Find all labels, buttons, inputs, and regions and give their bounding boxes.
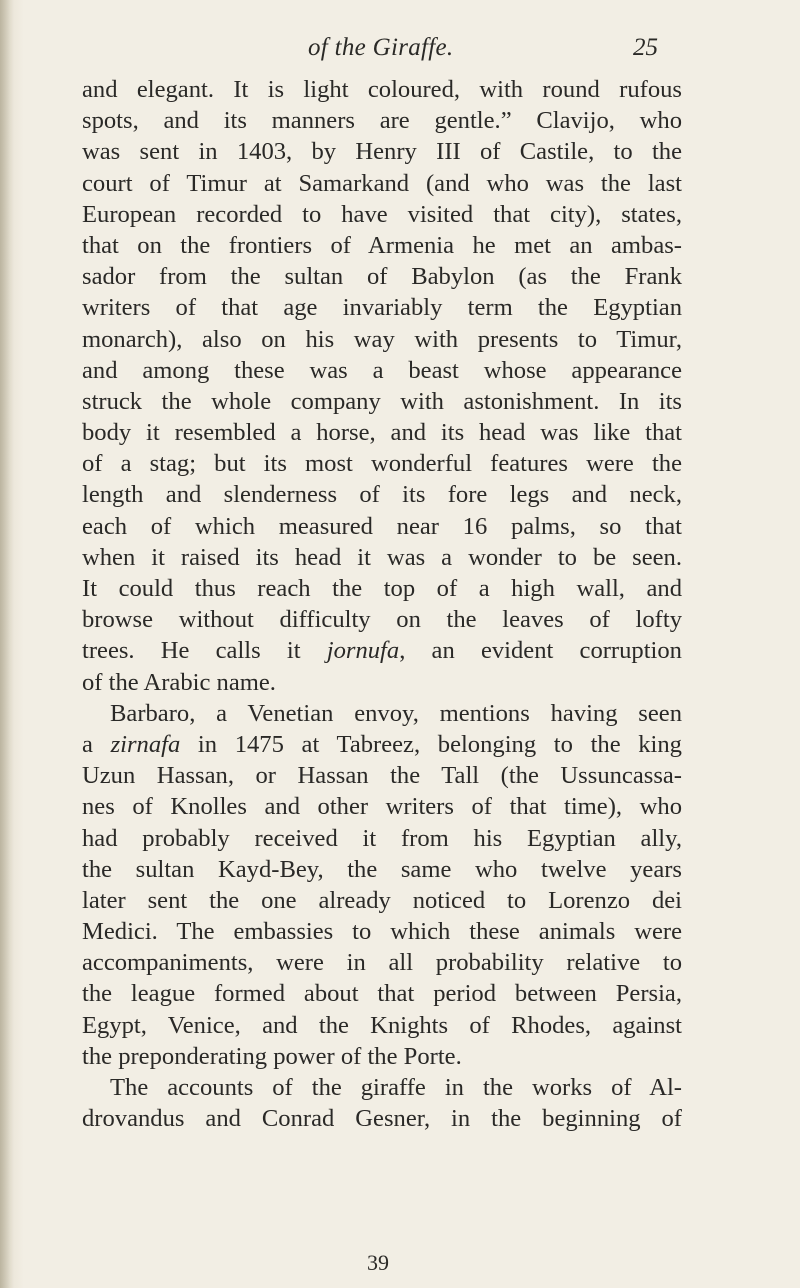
text-line: had probably received it from his Egyptian ally, bbox=[82, 824, 682, 852]
paragraph-start-line: Barbaro, a Venetian envoy, mentions having seen bbox=[110, 699, 682, 727]
text-line: later sent the one already noticed to Lorenzo dei bbox=[82, 886, 682, 914]
line-end: in 1475 at Tabreez, belonging to the king bbox=[180, 730, 682, 758]
text-line: spots, and its manners are gentle.” Clavijo, who bbox=[82, 107, 682, 135]
italic-term-zirnafa: zirnafa bbox=[110, 730, 181, 758]
text-line: nes of Knolles and other writers of that time), who bbox=[82, 793, 682, 821]
text-line: each of which measured near 16 palms, so that bbox=[82, 512, 682, 540]
text-line: body it resembled a horse, and its head was like that bbox=[82, 419, 682, 447]
text-line: the sultan Kayd-Bey, the same who twelve years bbox=[82, 855, 682, 883]
text-line: accompaniments, were in all probability relative to bbox=[82, 949, 682, 977]
text-line: of a stag; but its most wonderful features were the bbox=[82, 450, 682, 478]
line-start: a bbox=[82, 730, 111, 758]
text-line: the league formed about that period between Persia, bbox=[82, 980, 682, 1008]
text-line: Uzun Hassan, or Hassan the Tall (the Ussuncassa- bbox=[82, 762, 682, 790]
text-line: was sent in 1403, by Henry III of Castile, to the bbox=[82, 138, 682, 166]
page-number: 25 bbox=[633, 34, 658, 61]
gutter-shadow bbox=[0, 0, 14, 1288]
text-line: writers of that age invariably term the Egyptian bbox=[82, 294, 682, 322]
text-line: the preponderating power of the Porte. bbox=[82, 1042, 462, 1070]
line-start: trees. He calls it bbox=[82, 637, 327, 665]
text-line: when it raised its head it was a wonder to be seen. bbox=[82, 543, 682, 571]
italic-term-jornufa: jornufa bbox=[326, 637, 400, 665]
text-line: European recorded to have visited that city), states, bbox=[82, 200, 682, 228]
text-line: struck the whole company with astonishment. In its bbox=[82, 387, 682, 415]
text-line: sador from the sultan of Babylon (as the Frank bbox=[82, 263, 682, 291]
text-line: Medici. The embassies to which these animals were bbox=[82, 918, 682, 946]
running-title: of the Giraffe. bbox=[308, 34, 454, 61]
text-line: and among these was a beast whose appearance bbox=[82, 356, 682, 384]
text-line: monarch), also on his way with presents to Timur, bbox=[82, 325, 682, 353]
text-line: length and slenderness of its fore legs and neck, bbox=[82, 481, 682, 509]
text-line: court of Timur at Samarkand (and who was the last bbox=[82, 169, 682, 197]
paragraph-start-line: The accounts of the giraffe in the works of Al- bbox=[110, 1074, 682, 1101]
running-head bbox=[0, 34, 800, 64]
body-text bbox=[82, 74, 682, 1134]
text-line-mixed bbox=[82, 635, 682, 666]
text-line: and elegant. It is light coloured, with round rufous bbox=[82, 76, 682, 103]
text-line: Egypt, Venice, and the Knights of Rhodes, against bbox=[82, 1011, 682, 1039]
text-line: of the Arabic name. bbox=[82, 668, 276, 696]
text-line-mixed bbox=[82, 729, 682, 760]
text-line: that on the frontiers of Armenia he met an ambas- bbox=[82, 231, 682, 259]
text-line: browse without difficulty on the leaves of lofty bbox=[82, 606, 682, 634]
signature-mark: 39 bbox=[367, 1250, 389, 1275]
text-line: It could thus reach the top of a high wall, and bbox=[82, 575, 682, 602]
line-end: , an evident corruption bbox=[399, 637, 682, 665]
text-line: drovandus and Conrad Gesner, in the beginning of bbox=[82, 1105, 682, 1133]
